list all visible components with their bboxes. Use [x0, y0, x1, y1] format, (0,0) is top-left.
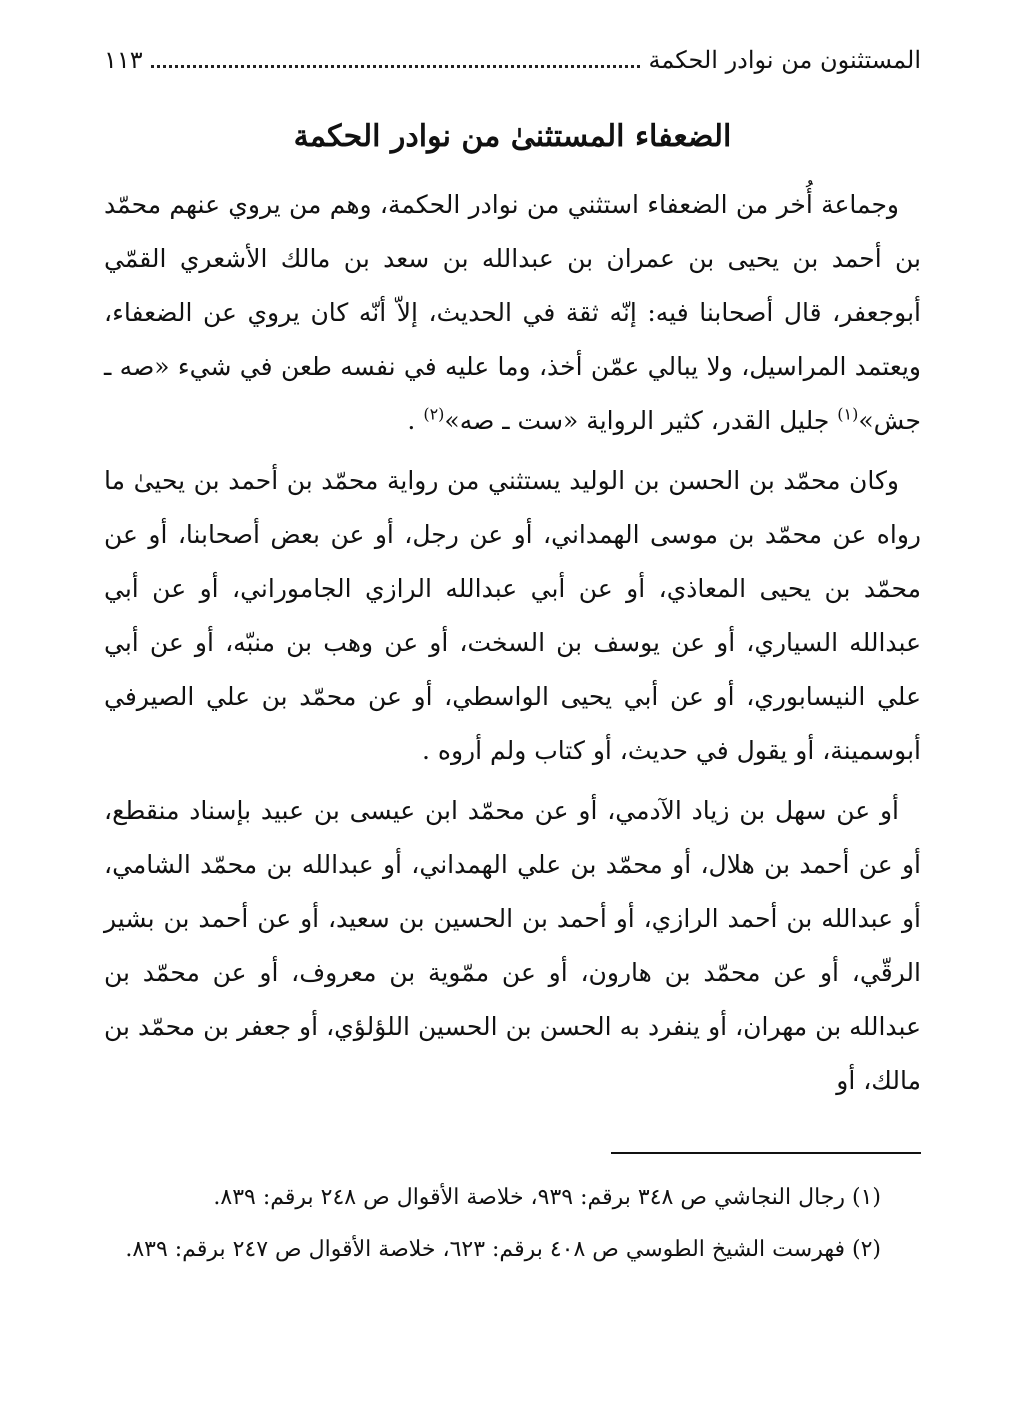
footnote: (٢) فهرست الشيخ الطوسي ص ٤٠٨ برقم: ٦٢٣، خلاصة الأقوال ص ٢٤٧ برقم: ٨٣٩.: [125, 1237, 881, 1262]
footnote-reference: (٢): [423, 404, 445, 424]
paragraph: [104, 178, 921, 448]
body-text: [104, 178, 921, 1114]
paragraph-text: وجماعة أُخر من الضعفاء استثني من نوادر الحكمة، وهم من يروي عنهم محمّد بن أحمد بن يحيى بن عمران بن عبدالله بن سعد بن مالك الأشعري القمّي أبوجعفر، قال أصحابنا فيه: إنّه ثقة في الحديث، إلاّ أنّه كان يروي عن الضعفاء، ويعتمد المراسيل، ولا يبالي عمّن أخذ، وما عليه في نفسه طعن في شيء «صه ـ جش»: [104, 190, 921, 435]
page-number: ١١٣: [104, 46, 143, 74]
running-header: [104, 38, 921, 82]
running-title: المستثنون من نوادر الحكمة: [648, 46, 921, 74]
footnote-divider: [611, 1152, 921, 1154]
footnote: (١) رجال النجاشي ص ٣٤٨ برقم: ٩٣٩، خلاصة الأقوال ص ٢٤٨ برقم: ٨٣٩.: [213, 1185, 881, 1210]
paragraph-text: .: [407, 406, 424, 435]
paragraph: وكان محمّد بن الحسن بن الوليد يستثني من رواية محمّد بن أحمد بن يحيىٰ ما رواه عن محمّد بن موسى الهمداني، أو عن رجل، أو عن بعض أصحابنا، أو عن محمّد بن يحيى المعاذي، أو عن أبي عبدالله الرازي الجاموراني، أو عن أبي عبدالله السياري، أو عن يوسف بن السخت، أو عن وهب بن منبّه، أو عن أبي علي النيسابوري، أو عن أبي يحيى الواسطي، أو عن محمّد بن علي الصيرفي أبوسمينة، أو يقول في حديث، أو كتاب ولم أروه .: [104, 466, 921, 765]
footnote-reference: (١): [837, 404, 859, 424]
paragraph-text: جليل القدر، كثير الرواية «ست ـ صه»: [444, 406, 838, 435]
dot-leader: [151, 53, 641, 68]
footnotes: [104, 1172, 921, 1276]
paragraph: أو عن سهل بن زياد الآدمي، أو عن محمّد ابن عيسى بن عبيد بإسناد منقطع، أو عن أحمد بن هلال، أو محمّد بن علي الهمداني، أو عبدالله بن محمّد الشامي، أو عبدالله بن أحمد الرازي، أو أحمد بن الحسين بن سعيد، أو عن أحمد بن بشير الرقّي، أو عن محمّد بن هارون، أو عن ممّوية بن معروف، أو عن محمّد بن عبدالله بن مهران، أو ينفرد به الحسن بن الحسين اللؤلؤي، أو جعفر بن محمّد بن مالك، أو: [104, 796, 921, 1095]
section-title: الضعفاء المستثنىٰ من نوادر الحكمة: [293, 119, 732, 154]
